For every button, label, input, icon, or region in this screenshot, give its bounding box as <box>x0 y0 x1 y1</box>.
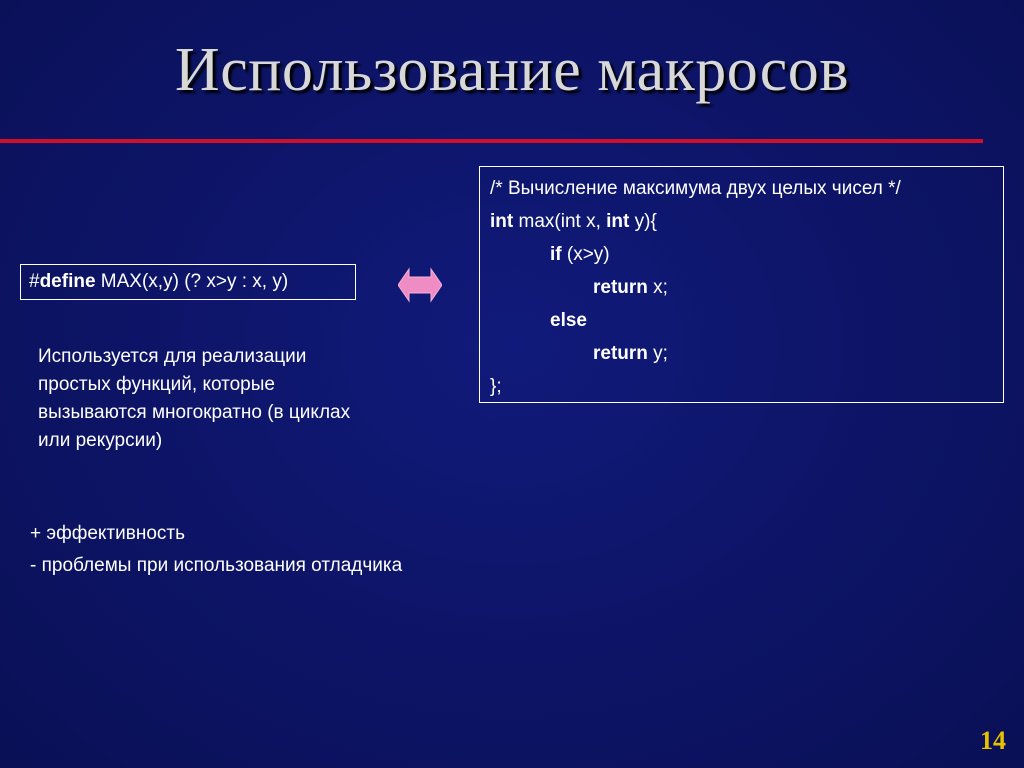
code-text: (x>y) <box>561 244 610 265</box>
code-comment: /* Вычисление максимума двух целых чисел */ <box>490 178 901 199</box>
code-line-return-y <box>490 337 1003 370</box>
code-keyword: int <box>606 211 630 232</box>
title-divider <box>0 139 983 143</box>
code-line-if <box>490 238 1003 271</box>
double-arrow-icon <box>398 267 442 303</box>
define-macro-box <box>20 264 356 300</box>
macro-description: Используется для реализации простых функций, которые вызываются многократно (в циклах или рекурсии) <box>38 346 351 451</box>
code-line-else <box>490 304 1003 337</box>
code-text: max(int x, <box>513 211 607 232</box>
code-keyword: int <box>490 211 514 232</box>
code-text: x; <box>647 277 668 298</box>
define-body: MAX(x,y) (? x>y : x, y) <box>95 271 289 292</box>
code-keyword: if <box>550 244 562 265</box>
code-line-return-x <box>490 271 1003 304</box>
page-number: 14 <box>980 726 1006 755</box>
define-prefix: # <box>29 271 40 292</box>
slide-title: Использование макросов <box>174 36 850 104</box>
code-example-box <box>479 166 1004 403</box>
code-text: y; <box>647 343 668 364</box>
code-text: y){ <box>629 211 657 232</box>
pro-item: + эффективность <box>30 523 185 544</box>
code-keyword: return <box>593 343 648 364</box>
pros-cons-list <box>30 518 402 582</box>
code-keyword: return <box>593 277 648 298</box>
code-keyword: else <box>550 310 587 331</box>
define-keyword: define <box>39 271 96 292</box>
code-line-signature <box>490 205 1003 238</box>
code-line-close: }; <box>490 376 502 397</box>
con-item: - проблемы при использования отладчика <box>30 555 403 576</box>
